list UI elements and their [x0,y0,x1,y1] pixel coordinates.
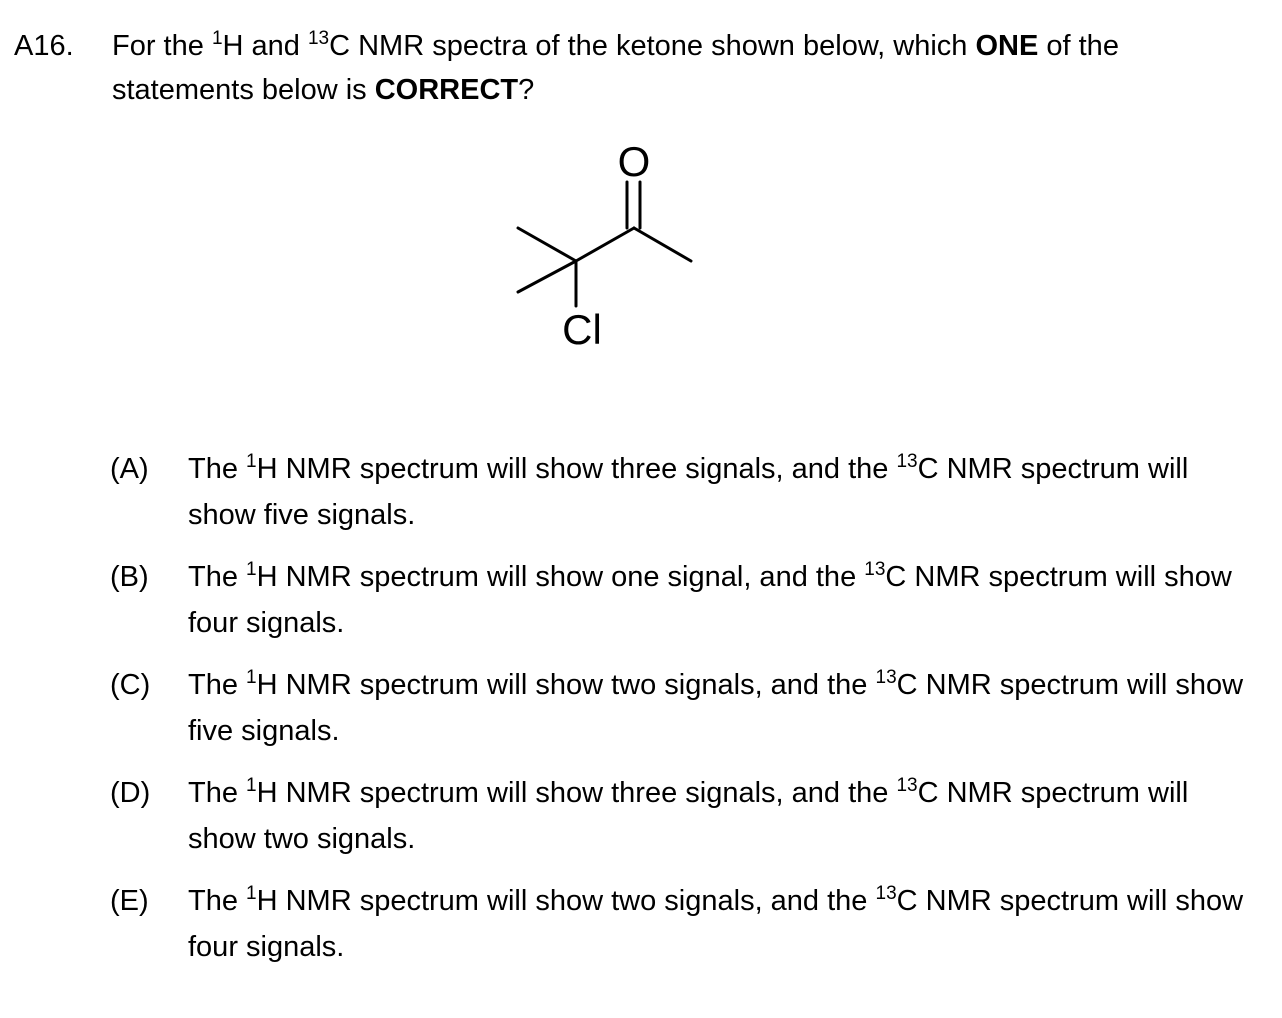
option-c [0,662,1282,758]
option-a [0,446,1282,542]
option-text [188,446,1258,538]
stem-emphasis: ONE [975,30,1039,62]
option-text-part: H NMR spectrum will show three signals, and the [256,453,897,485]
option-superscript: 1 [246,451,257,472]
option-text-part: H NMR spectrum will show two signals, and the [256,885,876,917]
ketone-structure [500,130,720,360]
option-text-part: C NMR spectrum will show four signals. [188,561,1232,639]
option-text-part: H NMR spectrum will show one signal, and the [256,561,865,593]
option-letter: (C) [110,669,151,701]
option-superscript: 13 [864,559,886,580]
option-superscript: 1 [246,775,257,796]
oxygen-atom-label: O [617,138,651,185]
option-letter: (D) [110,777,151,809]
option-text-part: The [188,777,247,809]
option-superscript: 1 [246,667,257,688]
option-letter: (E) [110,885,149,917]
bond-carbonyl-methyl [634,228,691,261]
option-superscript: 13 [875,883,897,904]
option-text-part: C NMR spectrum will show five signals. [188,669,1244,747]
option-text-part: H NMR spectrum will show three signals, and the [256,777,897,809]
question-stem [112,24,1262,112]
stem-text: H and [222,30,308,62]
stem-text: of the statements below is [112,30,1119,106]
option-superscript: 13 [875,667,897,688]
option-text-part: C NMR spectrum will show four signals. [188,885,1244,963]
option-superscript: 13 [896,451,918,472]
chlorine-atom-label: Cl [562,306,602,353]
option-text [188,662,1258,754]
option-text-part: C NMR spectrum will show five signals. [188,453,1189,531]
option-text [188,878,1258,970]
option-text [188,554,1258,646]
option-text-part: The [188,453,247,485]
option-letter: (B) [110,561,149,593]
option-text-part: The [188,561,247,593]
option-d [0,770,1282,866]
option-text-part: H NMR spectrum will show two signals, and the [256,669,876,701]
skeletal-formula [500,130,720,360]
stem-text: C NMR spectra of the ketone shown below, which [329,30,976,62]
stem-superscript: 1 [211,28,223,49]
stem-text: ? [518,74,535,106]
option-text-part: C NMR spectrum will show two signals. [188,777,1189,855]
option-text-part: The [188,885,247,917]
bond-methyl-lower [518,261,576,292]
option-superscript: 1 [246,883,257,904]
option-b [0,554,1282,650]
stem-text: For the [112,30,212,62]
stem-superscript: 13 [307,28,330,49]
option-superscript: 1 [246,559,257,580]
option-superscript: 13 [896,775,918,796]
option-text-part: The [188,669,247,701]
stem-emphasis: CORRECT [374,74,519,106]
option-text [188,770,1258,862]
option-e [0,878,1282,974]
option-letter: (A) [110,453,149,485]
bond-methyl-upper [518,228,576,261]
question-number: A16. [14,30,74,62]
bond-quaternary-carbonyl [576,228,634,261]
